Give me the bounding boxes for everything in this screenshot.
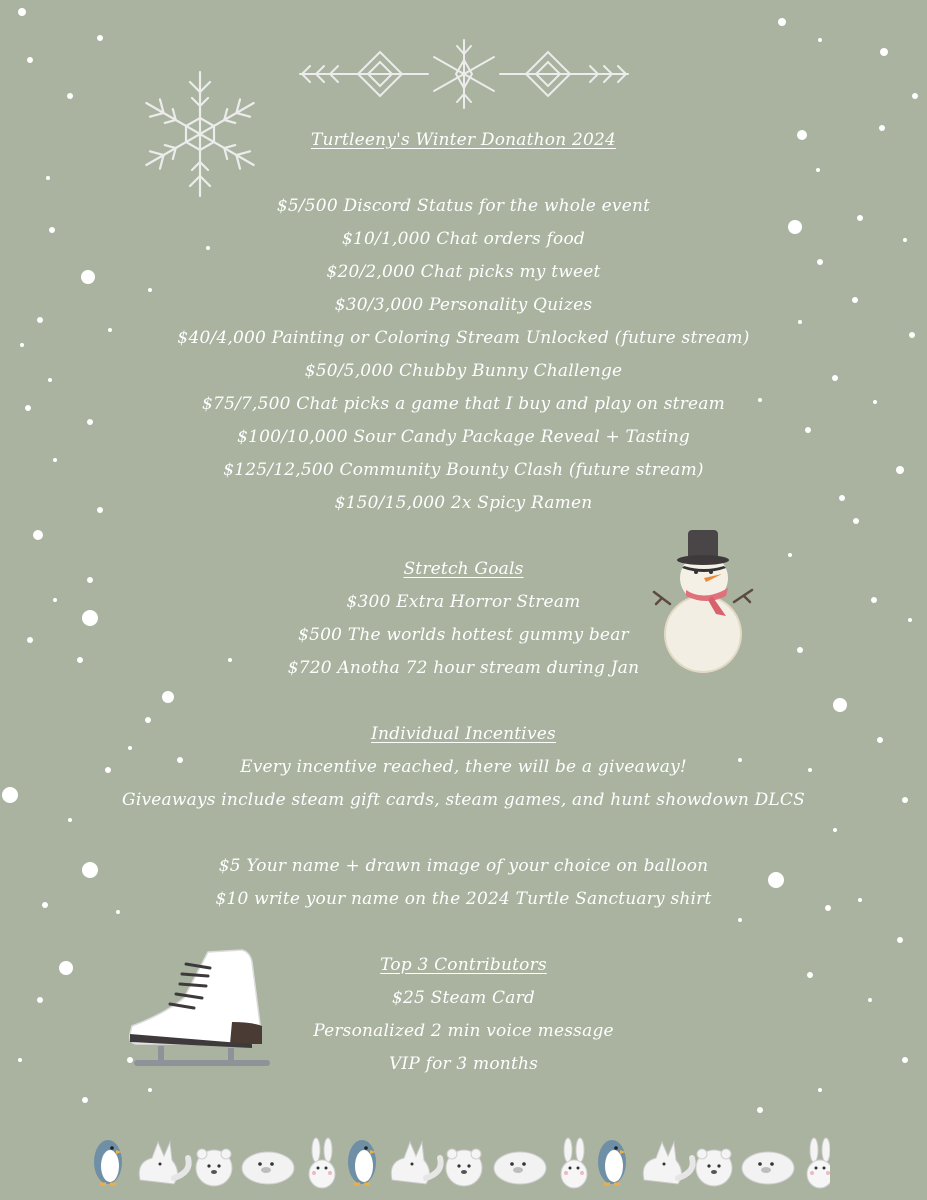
goal-item: $10/1,000 Chat orders food xyxy=(342,229,585,249)
individual-incentive-item: $5 Your name + drawn image of your choice on balloon xyxy=(218,856,709,876)
top-contributor-prize: $25 Steam Card xyxy=(391,988,535,1008)
goal-item: $100/10,000 Sour Candy Package Reveal + Tasting xyxy=(237,427,690,447)
bear-icon xyxy=(446,1149,482,1186)
fox-icon xyxy=(139,1142,189,1184)
bear-icon xyxy=(696,1149,732,1186)
individual-incentive-item: $10 write your name on the 2024 Turtle Sanctuary shirt xyxy=(215,889,712,909)
page-title: Turtleeny's Winter Donathon 2024 xyxy=(310,130,617,150)
fox-icon xyxy=(643,1142,693,1184)
goal-item: $20/2,000 Chat picks my tweet xyxy=(326,262,601,282)
goal-item: $150/15,000 2x Spicy Ramen xyxy=(334,493,593,513)
animal-border xyxy=(90,1128,830,1190)
goal-item: $5/500 Discord Status for the whole event xyxy=(276,196,651,216)
top-contributor-prize: Personalized 2 min voice message xyxy=(313,1021,614,1041)
incentive-intro: Every incentive reached, there will be a giveaway! xyxy=(240,757,687,777)
rabbit-icon xyxy=(807,1138,830,1188)
fox-icon xyxy=(391,1142,441,1184)
bear-icon xyxy=(196,1149,232,1186)
seal-icon xyxy=(742,1152,794,1184)
seal-icon xyxy=(242,1152,294,1184)
goal-item: $40/4,000 Painting or Coloring Stream Unlocked (future stream) xyxy=(177,328,750,348)
seal-icon xyxy=(494,1152,546,1184)
penguin-icon xyxy=(348,1140,376,1184)
stretch-goal-item: $500 The worlds hottest gummy bear xyxy=(298,625,629,645)
individual-incentives-heading: Individual Incentives xyxy=(371,724,556,744)
rabbit-icon xyxy=(561,1138,587,1188)
goal-item: $75/7,500 Chat picks a game that I buy and play on stream xyxy=(202,394,725,414)
goal-item: $50/5,000 Chubby Bunny Challenge xyxy=(304,361,623,381)
penguin-icon xyxy=(94,1140,122,1184)
stretch-goals-heading: Stretch Goals xyxy=(403,559,524,579)
rabbit-icon xyxy=(309,1138,335,1188)
incentive-text xyxy=(120,124,807,1081)
top-contributors-heading: Top 3 Contributors xyxy=(380,955,547,975)
goal-item: $30/3,000 Personality Quizes xyxy=(334,295,593,315)
top-contributor-prize: VIP for 3 months xyxy=(388,1054,539,1074)
snowflake-border-icon xyxy=(296,36,632,112)
stretch-goal-item: $300 Extra Horror Stream xyxy=(346,592,581,612)
penguin-icon xyxy=(598,1140,626,1184)
goal-item: $125/12,500 Community Bounty Clash (future stream) xyxy=(223,460,704,480)
incentive-intro: Giveaways include steam gift cards, steam games, and hunt showdown DLCS xyxy=(122,790,805,810)
stretch-goal-item: $720 Anotha 72 hour stream during Jan xyxy=(287,658,640,678)
